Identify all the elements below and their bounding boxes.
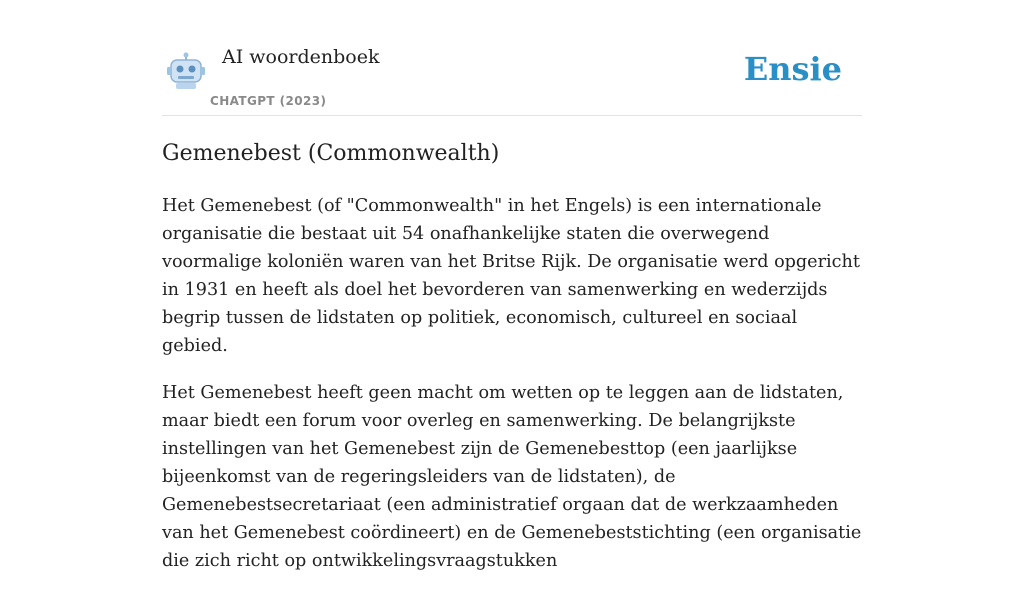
site-logo[interactable]: Ensie — [743, 50, 842, 88]
entry-title: Gemenebest (Commonwealth) — [162, 141, 500, 166]
entry-paragraph-1: Het Gemenebest (of "Commonwealth" in het Engels) is een internationale organisatie die bestaat uit 54 onafhankelijke staten die overwegend voormalige koloniën waren van het Britse Rijk. De organisatie werd opgericht in 1931 en heeft als doel het bevorderen van samenwerking en wederzijds begrip tussen de lidstaten op politiek, economisch, cultureel en sociaal gebied. — [162, 196, 860, 356]
entry-paragraph-2: Het Gemenebest heeft geen macht om wetten op te leggen aan de lidstaten, maar biedt een forum voor overleg en samenwerking. De belangrijkste instellingen van het Gemenebest zijn de Gemenebesttop (een jaarlijkse bijeenkomst van de regeringsleiders van de lidstaten), de Gemenebestsecretariaat (een administratief orgaan dat de werkzaamheden van het Gemenebest coördineert) en de Gemenebeststichting (een organisatie die zich richt op ontwikkelingsvraagstukken — [162, 383, 862, 571]
source-title[interactable]: AI woordenboek — [222, 46, 380, 68]
entry-content — [162, 138, 862, 594]
robot-icon — [166, 52, 206, 90]
source-header — [162, 40, 862, 116]
source-subtitle: CHATGPT (2023) — [210, 94, 327, 108]
